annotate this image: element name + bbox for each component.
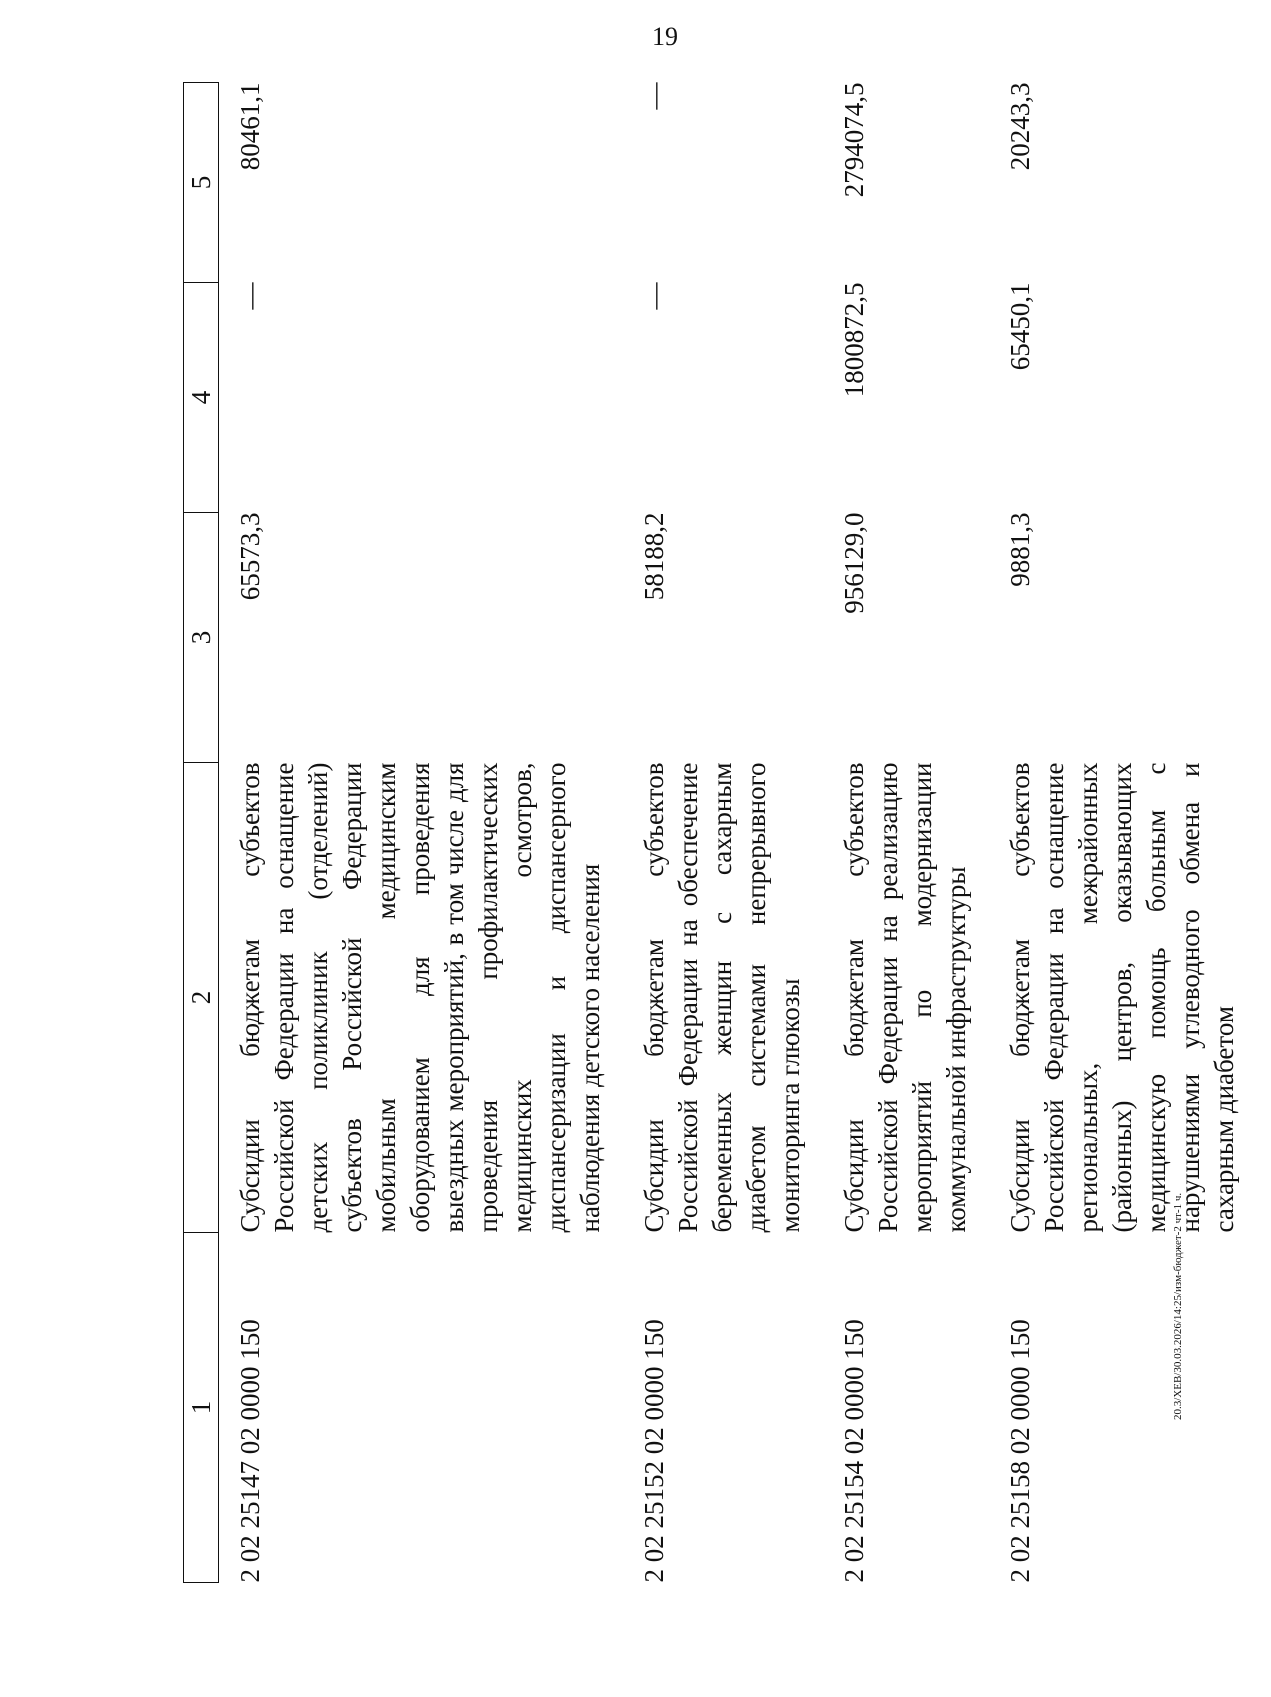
value-col3: 9881,3 (1005, 512, 1035, 587)
value-col5: — (639, 82, 669, 110)
row-description: Субсидии бюджетам субъектов Российской Федерации на обеспечение беременных женщин с сахарным диабетом системами непрерывного мониторинга глюкозы (639, 762, 805, 1233)
budget-code: 2 02 25147 02 0000 150 (235, 1319, 265, 1583)
budget-code: 2 02 25154 02 0000 150 (839, 1319, 869, 1583)
budget-code: 2 02 25158 02 0000 150 (1005, 1319, 1035, 1583)
document-footer-note: 20.3/XEB/30.03.2026/14:25/изм-бюджет-2 чт-1 ч. (1172, 1192, 1184, 1420)
column-header-3: 3 (184, 513, 219, 763)
value-col3: 65573,3 (235, 512, 265, 601)
value-col5: 20243,3 (1005, 82, 1035, 171)
row-description: Субсидии бюджетам субъектов Российской Федерации на оснащение детских поликлиник (отделений) субъектов Российской Федерации мобильным медицинским оборудованием для проведения выездных мероприятий, в том числе для проведения профилактических медицинских осмотров, диспансеризации и диспансерного наблюдения детского населения (235, 762, 605, 1233)
value-col5: 80461,1 (235, 82, 265, 171)
row-description: Субсидии бюджетам субъектов Российской Федерации на реализацию мероприятий по модернизации коммунальной инфраструктуры (839, 762, 971, 1233)
row-description: Субсидии бюджетам субъектов Российской Федерации на оснащение региональных, межрайонных (районных) центров, оказывающих медицинскую помощь больным с нарушениями углеводного обмена и сахарным диабетом (1005, 762, 1239, 1233)
page-number: 19 (652, 22, 678, 51)
value-col3: 58188,2 (639, 512, 669, 601)
value-col5: 2794074,5 (839, 82, 869, 198)
table-row (837, 83, 1003, 1583)
value-col3: 956129,0 (839, 512, 869, 614)
value-col4: 65450,1 (1005, 282, 1035, 371)
value-col4: 1800872,5 (839, 282, 869, 398)
budget-table (183, 82, 1271, 1583)
column-header-1: 1 (184, 1233, 219, 1583)
table-row (637, 83, 837, 1583)
table-row (219, 83, 638, 1583)
table-header (184, 83, 219, 1583)
column-header-4: 4 (184, 283, 219, 513)
value-col4: — (639, 282, 669, 310)
value-col4: — (235, 282, 265, 310)
table-row (1003, 83, 1271, 1583)
column-header-5: 5 (184, 83, 219, 283)
budget-code: 2 02 25152 02 0000 150 (639, 1319, 669, 1583)
column-header-2: 2 (184, 763, 219, 1233)
